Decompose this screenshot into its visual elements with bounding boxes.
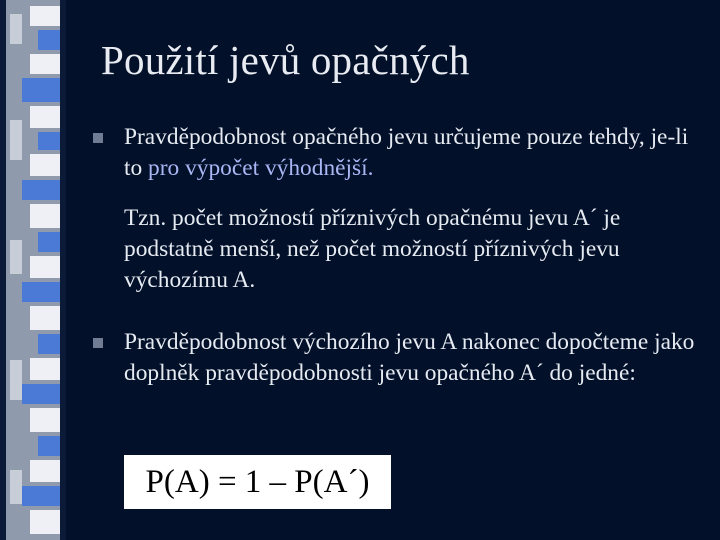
bullet-text-2: Pravděpodobnost výchozího jevu A nakonec dopočteme jako doplněk pravděpodobnosti jevu opačného A´ do jedné:: [124, 329, 695, 386]
bullet-text-1: [124, 122, 704, 184]
bullet-text-highlight: pro výpočet výhodnější.: [148, 155, 374, 181]
note-paragraph: Tzn. počet možností příznivých opačnému jevu A´ je podstatně menší, než počet možností příznivých jevu výchozímu A.: [124, 205, 621, 293]
bullet-marker: [93, 133, 103, 143]
bullet-text-plain: Pravděpodobnost opačného jevu určujeme pouze tehdy, je-li to: [124, 124, 689, 181]
slide-title: Použití jevů opačných: [101, 37, 470, 83]
formula-box: P(A) = 1 – P(A´): [124, 455, 391, 509]
bullet-marker: [93, 338, 103, 348]
decorative-strip: [0, 0, 66, 540]
